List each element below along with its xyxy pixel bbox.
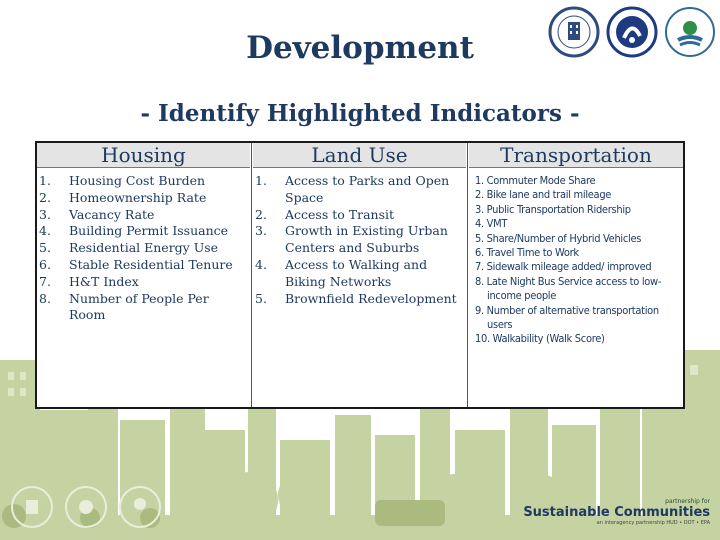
list-item: 5. Share/Number of Hybrid Vehicles [475, 231, 642, 245]
land-use-list [255, 173, 461, 307]
transportation-header: Transportation [469, 143, 683, 168]
footer-main-text: Sustainable Communities [523, 505, 710, 520]
page-subtitle: - Identify Highlighted Indicators - [140, 100, 580, 127]
indicators-table [35, 141, 685, 409]
list-item: 7. H&T Index [39, 273, 139, 289]
list-item: 4. Building Permit Issuance [39, 223, 229, 239]
footer-small-text: partnership for [665, 498, 710, 505]
list-item: 6. Stable Residential Tenure [39, 256, 233, 272]
list-item: 8. Late Night Bus Service access to low-income people [475, 274, 662, 303]
list-item: 5. Brownfield Redevelopment [255, 290, 457, 306]
list-item: 1. Housing Cost Burden [39, 173, 206, 188]
list-item: 2. Homeownership Rate [39, 189, 207, 205]
list-item: 9. Number of alternative transportation users [475, 303, 659, 332]
sustainable-communities-logo [523, 498, 710, 526]
list-item: 3. Public Transportation Ridership [475, 202, 631, 216]
transportation-list [475, 174, 681, 347]
list-item: 7. Sidewalk mileage added/ improved [475, 260, 652, 274]
footer-tagline: an interagency partnership HUD • DOT • EPA [596, 520, 710, 526]
list-item: 5. Residential Energy Use [39, 240, 219, 256]
list-item: 2. Access to Transit [255, 206, 395, 222]
land-use-header: Land Use [253, 143, 466, 168]
housing-header: Housing [37, 143, 250, 168]
list-item: 3. Vacancy Rate [39, 206, 155, 222]
housing-list [39, 173, 244, 324]
page-title: Development [246, 30, 474, 66]
list-item: 6. Travel Time to Work [475, 246, 579, 260]
list-item: 2. Bike lane and trail mileage [475, 188, 612, 202]
list-item: 3. Growth in Existing Urban Centers and Suburbs [255, 223, 448, 256]
list-item: 1. Commuter Mode Share [475, 174, 596, 187]
column-divider [467, 143, 468, 407]
footer-seals [8, 482, 178, 532]
list-item: 4. Access to Walking and Biking Networks [255, 256, 428, 289]
column-divider [251, 143, 252, 407]
list-item: 1. Access to Parks and Open Space [255, 173, 450, 205]
list-item: 4. VMT [475, 217, 508, 231]
list-item: 8. Number of People Per Room [39, 290, 209, 323]
list-item: 10. Walkability (Walk Score) [475, 332, 605, 346]
